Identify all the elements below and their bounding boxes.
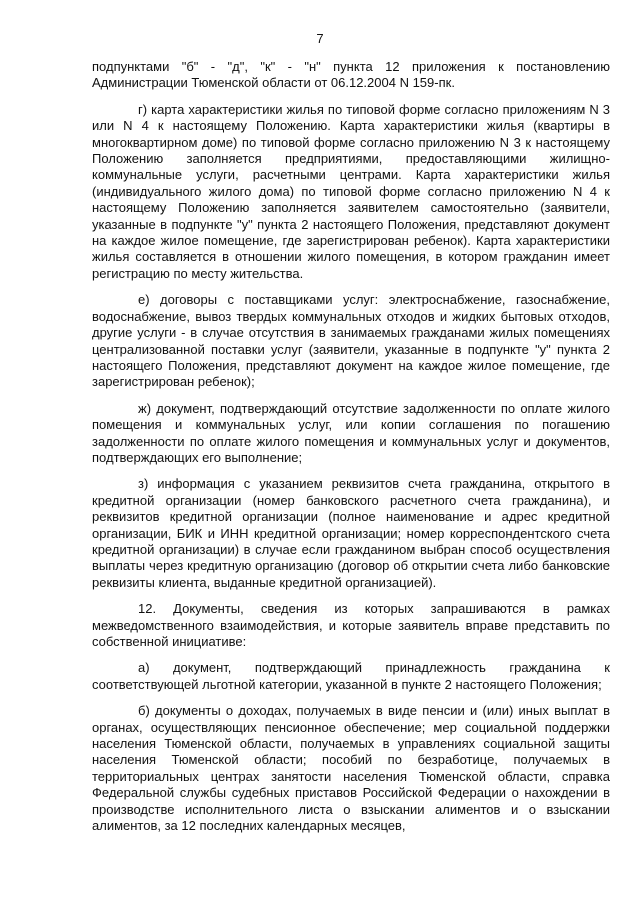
paragraph: 12. Документы, сведения из которых запрашиваются в рамках межведомственного взаимодействия, и которые заявитель вправе представить по собственной инициативе: — [92, 601, 610, 649]
paragraph: б) документы о доходах, получаемых в виде пенсии и (или) иных выплат в органах, осуществляющих пенсионное обеспечение; мер социальной поддержки населения Тюменской области, получаемых в управлениях социальной защиты населения Тюменской области; пособий по безработице, получаемых в территориальных центрах занятости населения Тюменской области, справка Федеральной службы судебных приставов Российской Федерации о нахождении в производстве исполнительного листа о взыскании алиментов и о взыскании алиментов, за 12 последних календарных месяцев, — [92, 703, 610, 834]
paragraph: подпунктами "б" - "д", "к" - "н" пункта 12 приложения к постановлению Администрации Тюменской области от 06.12.2004 N 159-пк. — [92, 59, 610, 91]
paragraph: е) договоры с поставщиками услуг: электроснабжение, газоснабжение, водоснабжение, вывоз твердых коммунальных отходов и жидких бытовых отходов, другие услуги - в случае отсутствия в занимаемых гражданами жилых помещениях централизованной поставки услуг (заявители, указанные в подпункте "у" пункта 2 настоящего Положения, представляют документ на каждое жилое помещение, где зарегистрирован ребенок); — [92, 292, 610, 390]
document-body — [92, 59, 610, 844]
paragraph: з) информация с указанием реквизитов счета гражданина, открытого в кредитной организации (номер банковского расчетного счета гражданина), и реквизитов кредитной организации (полное наименование и адрес кредитной организации, БИК и ИНН кредитной организации; номер корреспондентского счета кредитной организации) в случае если гражданином выбран способ осуществления выплаты через кредитную организацию (договор об открытии счета либо банковские реквизиты клиента, выданные кредитной организацией). — [92, 476, 610, 590]
paragraph: ж) документ, подтверждающий отсутствие задолженности по оплате жилого помещения и коммунальных услуг, или копии соглашения по погашению задолженности по оплате жилого помещения и коммунальных услуг и документов, подтверждающих его выполнение; — [92, 400, 610, 465]
page-number: 7 — [316, 31, 324, 46]
paragraph: г) карта характеристики жилья по типовой форме согласно приложениям N 3 или N 4 к настоящему Положению. Карта характеристики жилья (квартиры в многоквартирном доме) по типовой форме согласно приложению N 3 к настоящему Положению заполняется предприятиями, предоставляющими жилищно-коммунальные услуги, расчетными центрами. Карта характеристики жилья (индивидуального жилого дома) по типовой форме согласно приложению N 4 к настоящему Положению заполняется заявителем самостоятельно (заявители, указанные в подпункте "у" пункта 2 настоящего Положения, представляют документ на каждое жилое помещение, где зарегистрирован ребенок). Карта характеристики жилья составляется в отношении жилого помещения, в котором гражданин имеет регистрацию по месту жительства. — [92, 101, 610, 281]
paragraph: а) документ, подтверждающий принадлежность гражданина к соответствующей льготной категории, указанной в пункте 2 настоящего Положения; — [92, 660, 610, 692]
